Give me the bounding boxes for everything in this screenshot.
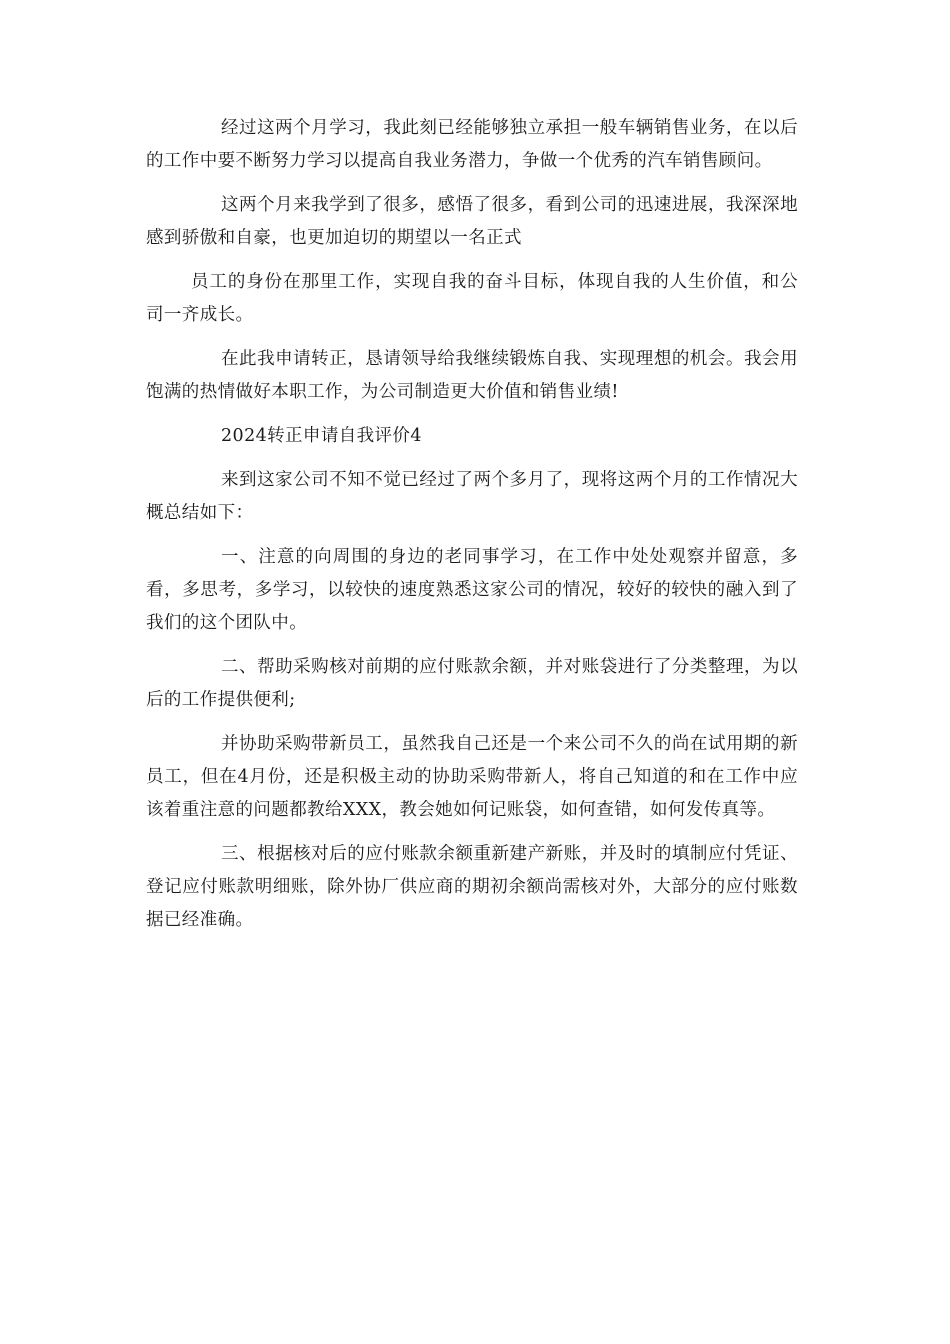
paragraph-6: 一、注意的向周围的身边的老同事学习，在工作中处处观察并留意，多看，多思考，多学习，以较快的速度熟悉这家公司的情况，较好的较快的融入到了我们的这个团队中。 [146,547,798,633]
section-heading: 2024转正申请自我评价4 [221,426,422,446]
paragraph-4: 在此我申请转正，恳请领导给我继续锻炼自我、实现理想的机会。我会用饱满的热情做好本职工作，为公司制造更大价值和销售业绩! [146,349,798,402]
paragraph-8: 并协助采购带新员工，虽然我自己还是一个来公司不久的尚在试用期的新员工，但在4月份，还是积极主动的协助采购带新人，将自己知道的和在工作中应该着重注意的问题都教给XXX，教会她如何记账袋，如何查错，如何发传真等。 [146,734,798,820]
paragraph-3: 员工的身份在那里工作，实现自我的奋斗目标，体现自我的人生价值，和公司一齐成长。 [146,272,798,325]
document-page [146,112,798,948]
paragraph-9: 三、根据核对后的应付账款余额重新建产新账，并及时的填制应付凭证、登记应付账款明细账，除外协厂供应商的期初余额尚需核对外，大部分的应付账数据已经准确。 [146,844,798,930]
paragraph-5: 来到这家公司不知不觉已经过了两个多月了，现将这两个月的工作情况大概总结如下： [146,470,798,523]
paragraph-7: 二、帮助采购核对前期的应付账款余额，并对账袋进行了分类整理，为以后的工作提供便利; [146,657,798,710]
paragraph-1: 经过这两个月学习，我此刻已经能够独立承担一般车辆销售业务，在以后的工作中要不断努力学习以提高自我业务潜力，争做一个优秀的汽车销售顾问。 [146,118,798,171]
paragraph-2: 这两个月来我学到了很多，感悟了很多，看到公司的迅速进展，我深深地感到骄傲和自豪，也更加迫切的期望以一名正式 [146,195,798,248]
